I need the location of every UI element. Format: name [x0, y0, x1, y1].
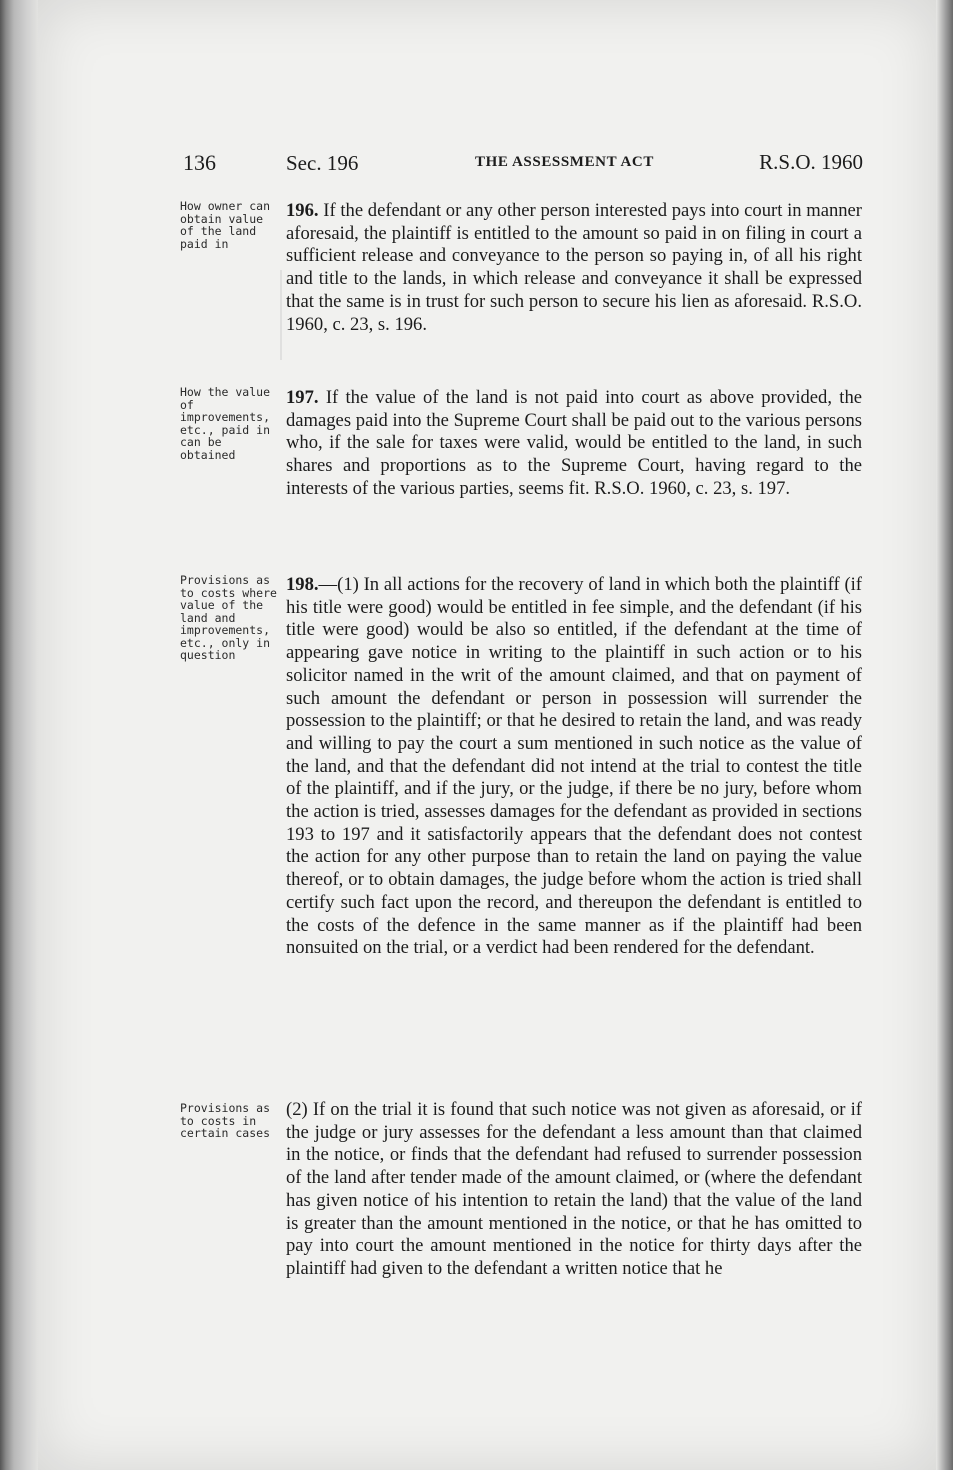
act-title: THE ASSESSMENT ACT [475, 154, 654, 170]
margin-note-198-2: Provisions as to costs in certain cases [180, 1101, 271, 1140]
book-binding [0, 0, 38, 1470]
running-header [183, 150, 863, 176]
section-reference: Sec. 196 [286, 151, 359, 175]
section-198-1 [286, 574, 862, 960]
margin-note-197: How the value of improvements, etc., paid in can be obtained [180, 385, 271, 462]
margin-note-196: How owner can obtain value of the land paid in [180, 199, 271, 251]
page-edge [936, 0, 953, 1470]
section-197 [286, 387, 862, 501]
section-196 [286, 200, 862, 336]
section-text: If the value of the land is not paid into court as above provided, the damages paid into the Supreme Court shall be paid out to the various persons who, if the sale for taxes were valid, would be entitled to the land, in such shares and proportions as to the Supreme Court, having regard to the interests of the various parties, seems fit. R.S.O. 1960, c. 23, s. 197. [286, 387, 862, 499]
show-through [185, 270, 282, 360]
section-number: 196. [286, 200, 319, 221]
section-number: 198. [286, 574, 319, 595]
revision-label: R.S.O. 1960 [759, 150, 863, 174]
section-198-2 [286, 1099, 862, 1281]
section-text: If the defendant or any other person interested pays into court in manner aforesaid, the plaintiff is entitled to the amount so paid in on filing in court a sufficient release and conveyance to the person so paying in, of all his right and title to the lands, in which release and conveyance it shall be expressed that the same is in trust for such person to secure his lien as aforesaid. R.S.O. 1960, c. 23, s. 196. [286, 200, 862, 335]
section-number: 197. [286, 387, 319, 408]
margin-note-198-1: Provisions as to costs where value of the land and improvements, etc., only in question [180, 573, 277, 662]
section-text: (2) If on the trial it is found that such notice was not given as aforesaid, or if the judge or jury assesses for the defendant a less amount than that claimed in the notice, or finds that the defendant had refused to surrender possession of the land after tender made of the amount claimed, or (where the defendant has given notice of his intention to retain the land) that the value of the land is greater than the amount mentioned in the notice, or that he has omitted to pay into court the amount mentioned in the notice for thirty days after the plaintiff had given to the defendant a written notice that he [286, 1099, 862, 1279]
section-text: —(1) In all actions for the recovery of land in which both the plaintiff (if his title were good) would be entitled in fee simple, and the defendant (if his title were good) would be also so entitled, if the defendant at the time of appearing gave notice in writing to the plaintiff in such action or to his solicitor named in the writ of the amount claimed, and that on payment of such amount the defendant or person in possession will surrender the possession to the plaintiff; or that he desired to retain the land, and was ready and willing to pay the court a sum mentioned in such notice as the value of the land, and that the defendant did not intend at the trial to contest the title of the plaintiff, and if the jury, or the judge, if there be no jury, before whom the action is tried, assesses damages for the defendant as provided in sections 193 to 197 and it satisfactorily appears that the defendant does not contest the action for any other purpose than to retain the land on paying the value thereof, or to obtain damages, the judge before whom the action is tried shall certify such fact upon the record, and thereupon the defendant is entitled to the costs of the defence in the same manner as if the plaintiff had been nonsuited on the trial, or a verdict had been rendered for the defendant. [286, 574, 862, 959]
page-number: 136 [183, 150, 216, 175]
